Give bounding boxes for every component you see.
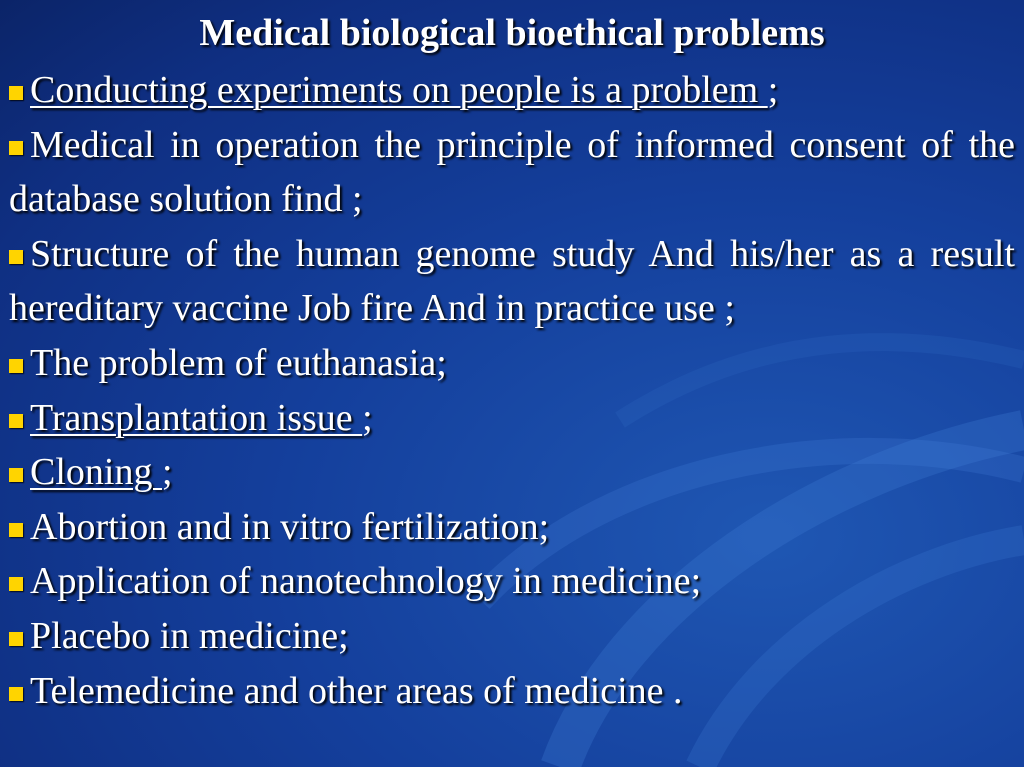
bullet-text-underlined: Transplantation issue bbox=[30, 396, 363, 439]
bullet-item bbox=[9, 118, 1015, 227]
bullet-item bbox=[9, 445, 1015, 500]
bullet-text: The problem of euthanasia; bbox=[30, 341, 447, 384]
bullet-text: Telemedicine and other areas of medicine . bbox=[30, 669, 683, 712]
bullet-text: ; bbox=[161, 451, 173, 494]
yellow-square-bullet-icon bbox=[9, 359, 23, 373]
bullet-item bbox=[9, 63, 1015, 118]
bullet-text: Placebo in medicine; bbox=[30, 614, 349, 657]
slide-title: Medical biological bioethical problems bbox=[199, 12, 825, 54]
yellow-square-bullet-icon bbox=[9, 86, 23, 100]
bullet-text-underlined: Conducting experiments on people is a problem bbox=[30, 69, 768, 111]
yellow-square-bullet-icon bbox=[9, 687, 23, 701]
yellow-square-bullet-icon bbox=[9, 414, 23, 428]
yellow-square-bullet-icon bbox=[9, 141, 23, 155]
yellow-square-bullet-icon bbox=[9, 632, 23, 646]
yellow-square-bullet-icon bbox=[9, 577, 23, 591]
bullet-item bbox=[9, 500, 1015, 555]
bullet-text: ; bbox=[767, 69, 779, 111]
yellow-square-bullet-icon bbox=[9, 523, 23, 537]
bullet-item bbox=[9, 227, 1015, 336]
bullet-item bbox=[9, 554, 1015, 609]
bullet-text: Medical in operation the principle of informed consent of the database solution find ; bbox=[9, 123, 1015, 221]
bullet-item bbox=[9, 391, 1015, 446]
bullet-item bbox=[9, 664, 1015, 719]
bullet-text: Abortion and in vitro fertilization; bbox=[30, 505, 550, 548]
bullet-item bbox=[9, 336, 1015, 391]
bullet-text: Structure of the human genome study And his/her as a result hereditary vaccine Job fire And in practice use ; bbox=[9, 232, 1015, 330]
bullet-text-underlined: Cloning bbox=[30, 451, 162, 494]
bullet-item bbox=[9, 609, 1015, 664]
yellow-square-bullet-icon bbox=[9, 468, 23, 482]
bullet-text: Application of nanotechnology in medicine; bbox=[30, 560, 702, 603]
bullet-text: ; bbox=[362, 396, 373, 439]
bullet-list bbox=[9, 63, 1015, 718]
yellow-square-bullet-icon bbox=[9, 250, 23, 264]
